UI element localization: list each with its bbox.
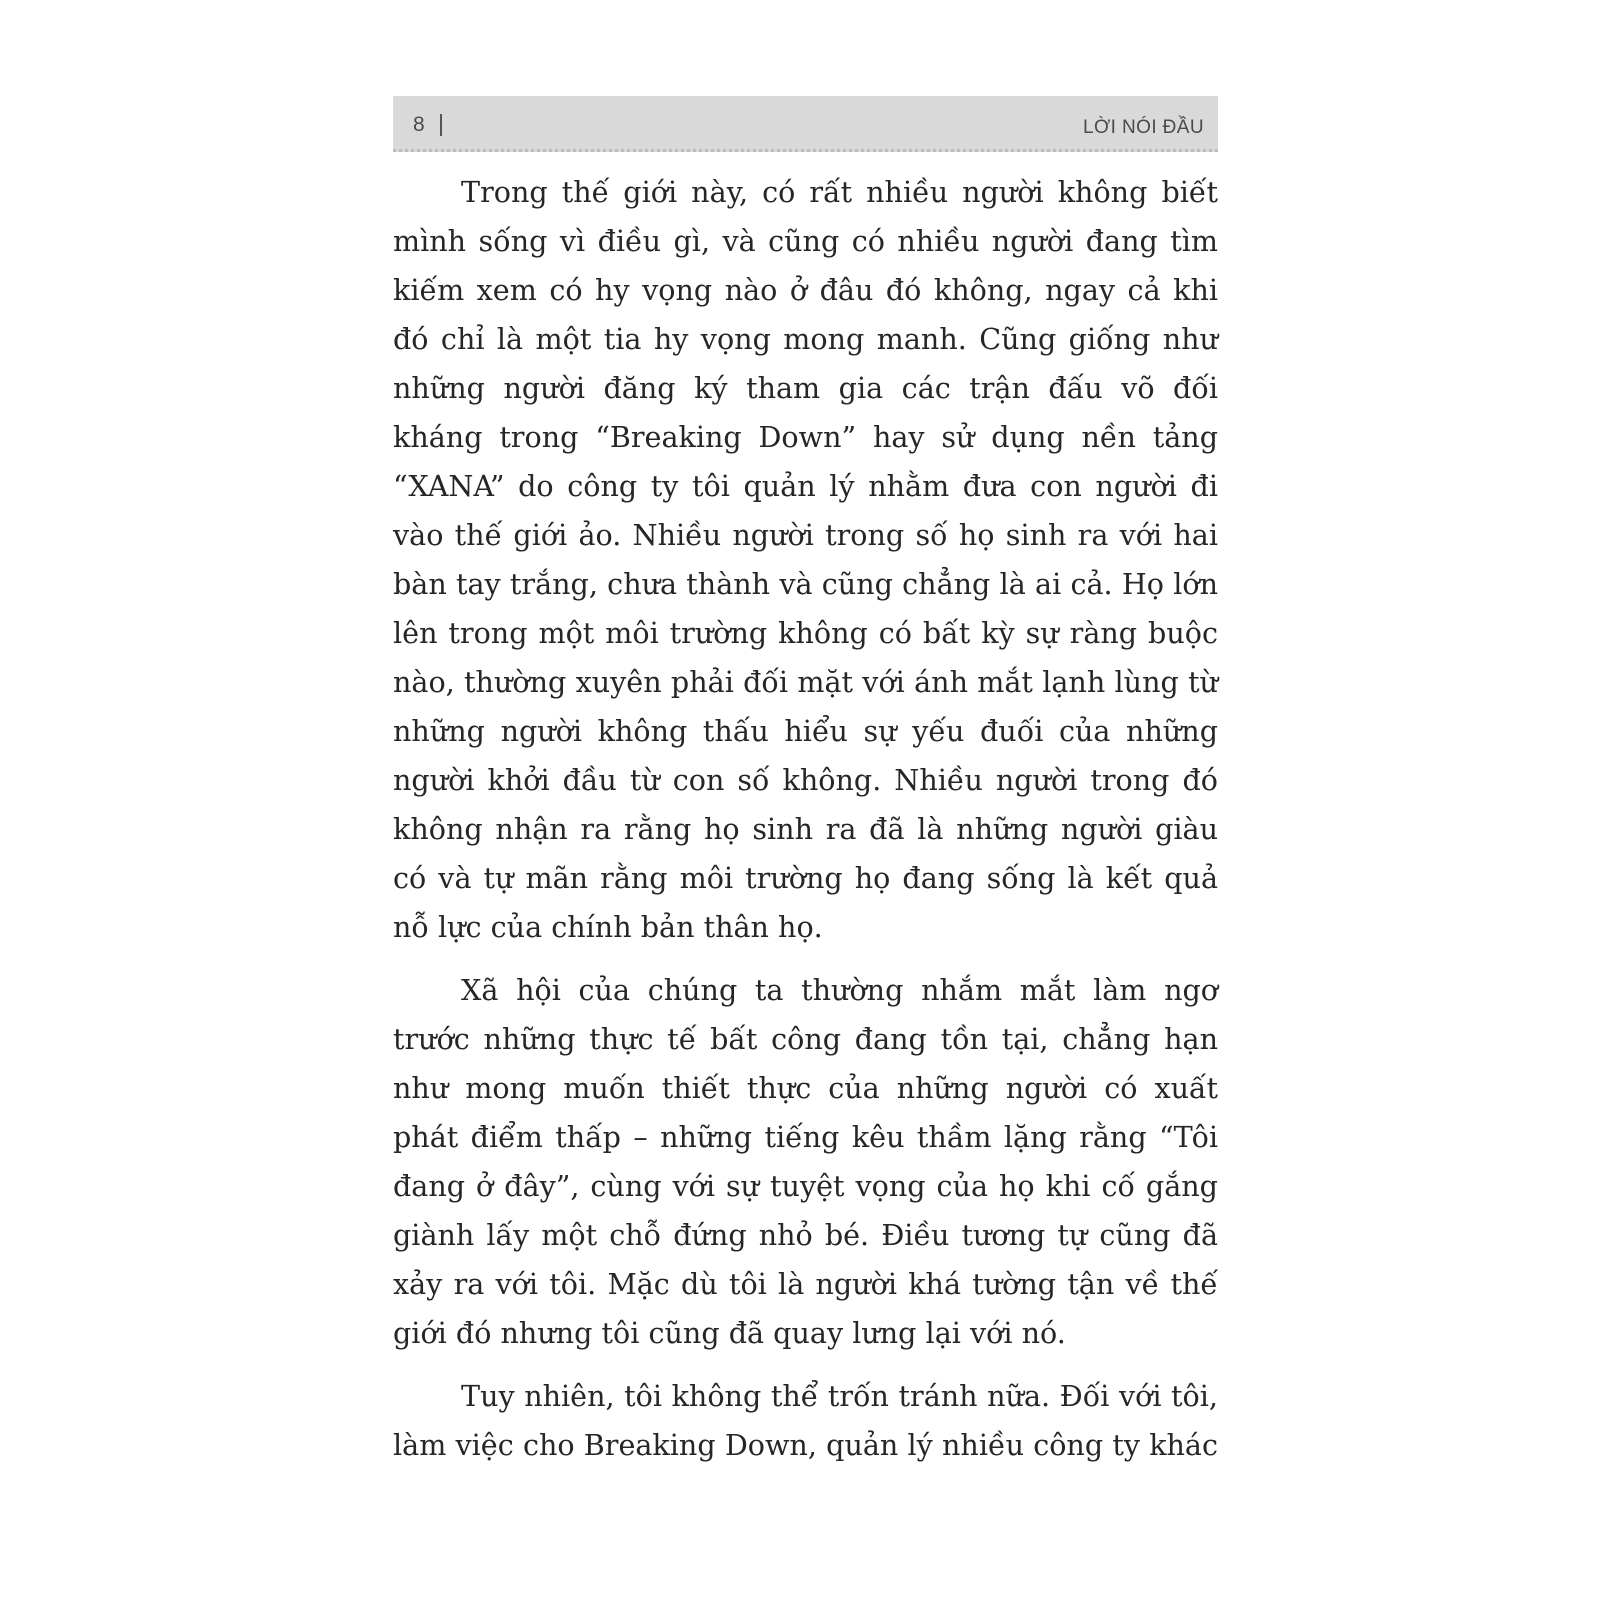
chapter-title: LỜI NÓI ĐẦU — [1083, 117, 1204, 138]
paragraph-3: Tuy nhiên, tôi không thể trốn tránh nữa. Đối với tôi, làm việc cho Breaking Down, quản lý nhiều công ty khác — [393, 1379, 1218, 1462]
body-text — [393, 168, 1218, 1484]
paragraph-2: Xã hội của chúng ta thường nhắm mắt làm ngơ trước những thực tế bất công đang tồn tại, chẳng hạn như mong muốn thiết thực của những người có xuất phát điểm thấp – những tiếng kêu thầm lặng rằng “Tôi đang ở đây”, cùng với sự tuyệt vọng của họ khi cố gắng giành lấy một chỗ đứng nhỏ bé. Điều tương tự cũng đã xảy ra với tôi. Mặc dù tôi là người khá tường tận về thế giới đó nhưng tôi cũng đã quay lưng lại với nó. — [393, 973, 1218, 1350]
header-divider — [440, 114, 442, 136]
paragraph-1: Trong thế giới này, có rất nhiều người không biết mình sống vì điều gì, và cũng có nhiều người đang tìm kiếm xem có hy vọng nào ở đâu đó không, ngay cả khi đó chỉ là một tia hy vọng mong manh. Cũng giống như những người đăng ký tham gia các trận đấu võ đối kháng trong “Breaking Down” hay sử dụng nền tảng “XANA” do công ty tôi quản lý nhằm đưa con người đi vào thế giới ảo. Nhiều người trong số họ sinh ra với hai bàn tay trắng, chưa thành và cũng chẳng là ai cả. Họ lớn lên trong một môi trường không có bất kỳ sự ràng buộc nào, thường xuyên phải đối mặt với ánh mắt lạnh lùng từ những người không thấu hiểu sự yếu đuối của những người khởi đầu từ con số không. Nhiều người trong đó không nhận ra rằng họ sinh ra đã là những người giàu có và tự mãn rằng môi trường họ đang sống là kết quả nỗ lực của chính bản thân họ. — [393, 175, 1218, 944]
running-header — [393, 96, 1218, 152]
page-number: 8 — [413, 113, 425, 136]
